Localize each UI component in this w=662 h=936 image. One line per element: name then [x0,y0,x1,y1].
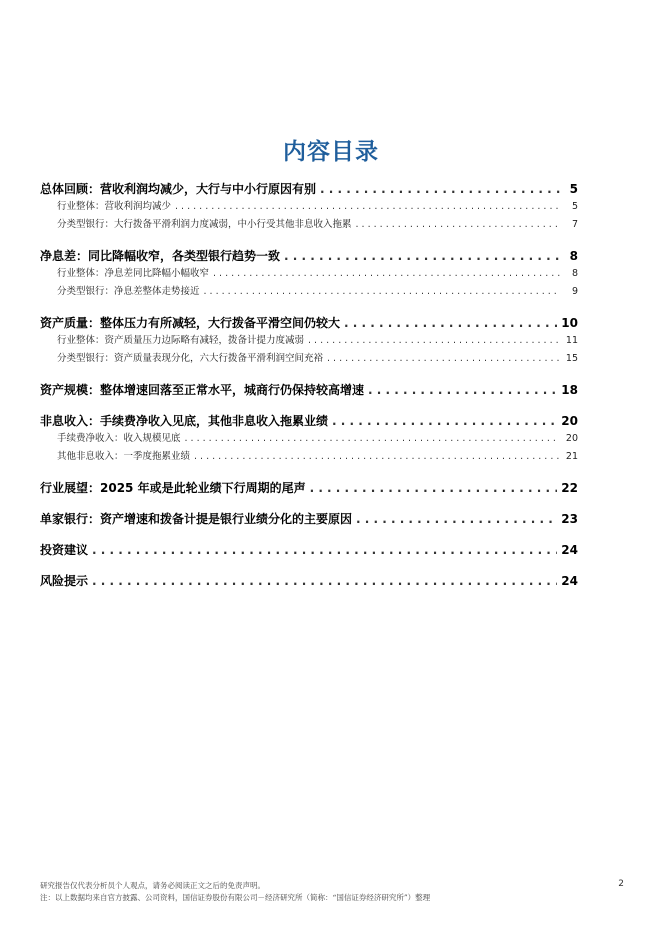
toc-subentry[interactable] [40,332,578,350]
table-of-contents [40,180,578,603]
toc-subentry-title: 分类型银行：净息差整体走势接近 [57,286,200,297]
toc-entry-title: 资产规模：整体增速回落至正常水平，城商行仍保持较高增速 [40,383,365,397]
dot-leader [310,479,558,497]
toc-entry[interactable] [40,572,578,590]
toc-subentry-page: 20 [565,433,578,444]
toc-entry[interactable] [40,510,578,528]
toc-subentry-title: 其他非息收入：一季度拖累业绩 [57,451,191,462]
toc-entry-page: 18 [561,383,578,397]
toc-entry-page: 10 [561,316,578,330]
toc-section [40,479,578,497]
toc-section [40,247,578,301]
toc-entry-page: 24 [561,574,578,588]
toc-subentry[interactable] [40,265,578,283]
toc-subentry-title: 行业整体：资产质量压力边际略有减轻，拨备计提力度减弱 [57,335,305,346]
toc-entry-page: 22 [561,481,578,495]
toc-subentry-page: 9 [571,286,578,297]
toc-subentry-page: 5 [571,201,578,212]
disclaimer-text: 研究报告仅代表分析员个人观点，请务必阅读正文之后的免责声明。 [40,881,265,890]
dot-leader [320,180,560,198]
dot-leader [332,412,557,430]
toc-subentry[interactable] [40,283,578,301]
toc-subentry-title: 分类型银行：大行拨备平滑利润力度减弱，中小行受其他非息收入拖累 [57,219,352,230]
toc-entry[interactable] [40,412,578,430]
toc-section [40,412,578,466]
toc-title: 内容目录 [283,139,379,165]
toc-subentry[interactable] [40,448,578,466]
toc-subentry-title: 手续费净收入：收入规模见底 [57,433,181,444]
dot-leader [356,510,557,528]
toc-subentry-title: 分类型银行：资产质量表现分化，六大行拨备平滑利润空间充裕 [57,353,324,364]
dot-leader [327,350,560,368]
toc-subentry-page: 11 [565,335,578,346]
toc-entry[interactable] [40,381,578,399]
toc-entry-title: 投资建议 [40,543,89,557]
toc-subentry-title: 行业整体：净息差同比降幅小幅收窄 [57,268,210,279]
toc-entry-page: 8 [569,249,578,263]
toc-section [40,180,578,234]
dot-leader [92,541,557,559]
toc-entry-title: 风险提示 [40,574,89,588]
toc-entry[interactable] [40,180,578,198]
toc-entry-title: 行业展望：2025 年或是此轮业绩下行周期的尾声 [40,481,306,495]
toc-section [40,572,578,590]
toc-subentry[interactable] [40,198,578,216]
source-note: 注：以上数据均来自官方披露、公司资料，国信证券股份有限公司－经济研究所（简称：“国信证券经济研究所”）整理 [40,893,431,902]
dot-leader [175,198,560,216]
toc-entry[interactable] [40,247,578,265]
toc-subentry-page: 15 [565,353,578,364]
toc-entry-title: 单家银行：资产增速和拨备计提是银行业绩分化的主要原因 [40,512,353,526]
dot-leader [213,265,560,283]
footer [40,880,630,904]
dot-leader [356,216,560,234]
dot-leader [284,247,560,265]
toc-entry[interactable] [40,541,578,559]
toc-entry[interactable] [40,479,578,497]
dot-leader [204,283,560,301]
dot-leader [344,314,557,332]
toc-entry-title: 总体回顾：营收利润均减少，大行与中小行原因有别 [40,182,317,196]
dot-leader [308,332,560,350]
dot-leader [194,448,560,466]
dot-leader [185,430,560,448]
toc-subentry[interactable] [40,216,578,234]
dot-leader [92,572,557,590]
toc-subentry-page: 21 [565,451,578,462]
toc-section [40,381,578,399]
toc-entry-page: 20 [561,414,578,428]
toc-entry-page: 23 [561,512,578,526]
toc-section [40,541,578,559]
toc-subentry-page: 7 [571,219,578,230]
toc-entry[interactable] [40,314,578,332]
toc-section [40,510,578,528]
toc-subentry[interactable] [40,430,578,448]
dot-leader [368,381,557,399]
toc-subentry-page: 8 [571,268,578,279]
toc-subentry[interactable] [40,350,578,368]
page-number: 2 [618,879,624,889]
toc-entry-page: 5 [569,182,578,196]
toc-entry-title: 资产质量：整体压力有所减轻，大行拨备平滑空间仍较大 [40,316,341,330]
toc-section [40,314,578,368]
toc-subentry-title: 行业整体：营收利润均减少 [57,201,172,212]
toc-entry-title: 非息收入：手续费净收入见底，其他非息收入拖累业绩 [40,414,329,428]
toc-entry-page: 24 [561,543,578,557]
toc-entry-title: 净息差：同比降幅收窄，各类型银行趋势一致 [40,249,281,263]
